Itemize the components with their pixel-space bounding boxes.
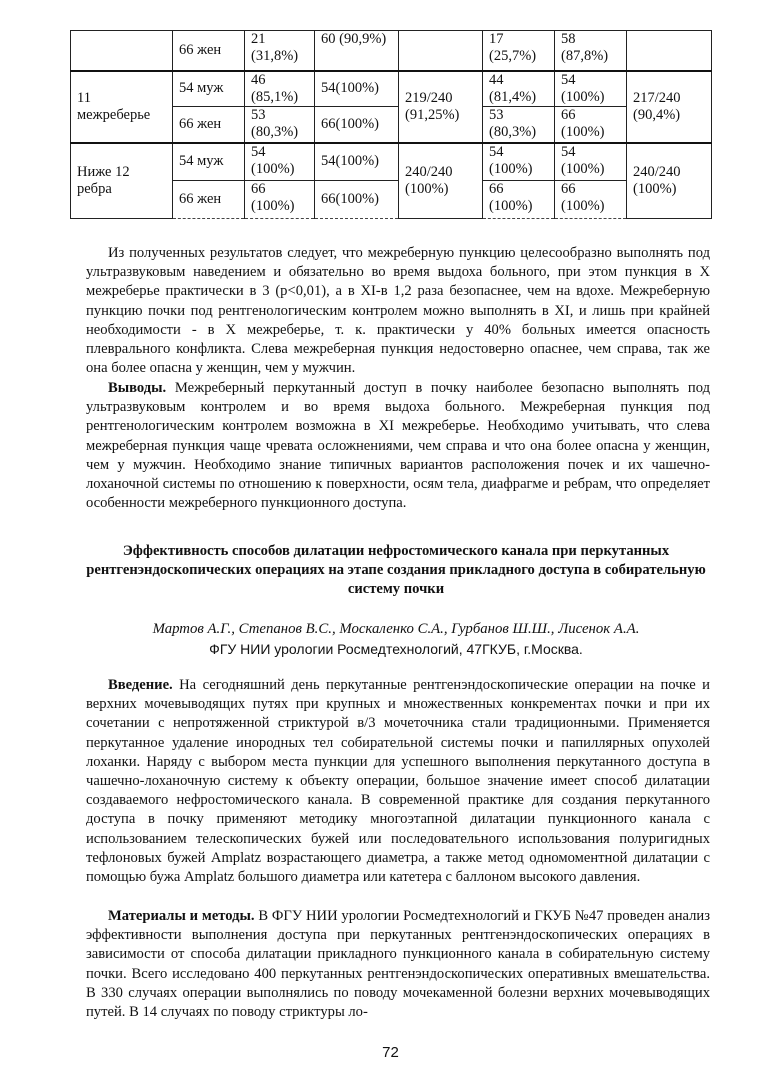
value-cell: 54 (100%) bbox=[483, 143, 555, 181]
value-cell: 66 (100%) bbox=[483, 181, 555, 219]
value-cell: 17 (25,7%) bbox=[483, 31, 555, 71]
total-cell: 240/240 (100%) bbox=[399, 143, 483, 219]
article-authors: Мартов А.Г., Степанов В.С., Москаленко С.А., Гурбанов Ш.Ш., Лисенок А.А. bbox=[152, 621, 640, 637]
results-table bbox=[70, 30, 712, 219]
conclusions-text: Межреберный перкутанный доступ в почку наиболее безопасно выполнять под ультразвуковым контролем и во время выдоха больного. Межреберная пункция под рентгенологическим контролем возможна в XI межреберье. Необходимо учитывать, что слева межреберная пункция чаще чревата осложнениями, чем справа и что она более опасна у женщин, чем у мужчин. Необходимо знание типичных вариантов расположения почек и их чашечно-лоханочной системы по отношению к поверхности, осям тела, диафрагме и ребрам, что определяет особенности межреберного пункционного доступа. bbox=[86, 380, 710, 512]
page-number: 72 bbox=[382, 1044, 399, 1061]
value-cell: 54 (100%) bbox=[245, 143, 315, 181]
value-cell: 54(100%) bbox=[315, 143, 399, 181]
total-cell: 240/240 (100%) bbox=[627, 143, 712, 219]
methods-lead: Материалы и методы. bbox=[108, 908, 255, 924]
sex-cell: 66 жен bbox=[173, 31, 245, 71]
table-row bbox=[71, 71, 712, 107]
methods-paragraph bbox=[86, 907, 710, 1022]
total-cell bbox=[399, 31, 483, 71]
total-cell bbox=[627, 31, 712, 71]
value-cell: 46 (85,1%) bbox=[245, 71, 315, 107]
region-cell bbox=[71, 31, 173, 71]
sex-cell: 66 жен bbox=[173, 181, 245, 219]
value-cell: 60 (90,9%) bbox=[315, 31, 399, 71]
sex-cell: 66 жен bbox=[173, 107, 245, 143]
value-cell: 66 (100%) bbox=[245, 181, 315, 219]
article-affiliation: ФГУ НИИ урологии Росмедтехнологий, 47ГКУБ, г.Москва. bbox=[209, 641, 583, 657]
methods-text: В ФГУ НИИ урологии Росмедтехнологий и ГКУБ №47 проведен анализ эффективности выполнения доступа при перкутанных рентгенэндоскопических операциях в зависимости от способа дилатации прикладного пункционного канала в собирательную систему почки. Всего исследовано 400 перкутанных рентгенэндоскопических оперативных вмешательства. В 330 случаях операции выполнялись по поводу мочекаменной болезни верхних мочевыводящих путей. В 14 случаях по поводу стриктуры ло- bbox=[86, 908, 710, 1021]
intro-lead: Введение. bbox=[108, 677, 173, 693]
sex-cell: 54 муж bbox=[173, 143, 245, 181]
region-cell: 11 межреберье bbox=[71, 71, 173, 143]
sex-cell: 54 муж bbox=[173, 71, 245, 107]
intro-text: На сегодняшний день перкутанные рентгенэндоскопические операции на почке и верхних мочевыводящих путях при крупных и множественных конкрементах почки и при их сочетании с непротяженной стриктурой в/3 мочеточника стали традиционными. Применяется перкутанное удаление инородных тел собирательной системы почки и папиллярных опухолей лоханки. Наряду с выбором места пункции для успешного выполнения перкутанного доступа в чашечно-лоханочную систему к объекту операции, большое значение имеет способ дилатации создаваемого нефростомического канала. В современной практике для создания перкутанного доступа в почку применяют методику многоэтапной дилатации пункционного канала с использованием телескопических бужей или последовательного использования полуригидных тефлоновых бужей Amplatz возрастающего диаметра, а также метод одномоментной дилатации с помощью бужа Amplatz большого диаметра или катетера с баллоном высокого давления. bbox=[86, 677, 710, 886]
conclusions-paragraph bbox=[86, 379, 710, 513]
conclusions-lead: Выводы. bbox=[108, 380, 167, 396]
value-cell: 54 (100%) bbox=[555, 71, 627, 107]
value-cell: 21 (31,8%) bbox=[245, 31, 315, 71]
value-cell: 66 (100%) bbox=[555, 181, 627, 219]
intro-paragraph bbox=[86, 676, 710, 887]
value-cell: 58 (87,8%) bbox=[555, 31, 627, 71]
table-row bbox=[71, 143, 712, 181]
value-cell: 54 (100%) bbox=[555, 143, 627, 181]
value-cell: 66 (100%) bbox=[555, 107, 627, 143]
value-cell: 44 (81,4%) bbox=[483, 71, 555, 107]
region-cell: Ниже 12 ребра bbox=[71, 143, 173, 219]
value-cell: 66(100%) bbox=[315, 107, 399, 143]
results-paragraph: Из полученных результатов следует, что межреберную пункцию целесообразно выполнять под ультразвуковым наведением и обязательно во время выдоха больного, при этом пункция в X межреберье практически в 3 (р<0,01), а в XI-в 1,2 раза безопаснее, чем на вдохе. Межреберную пункцию почки под рентгенологическим контролем можно выполнять в XI, и лишь при крайней необходимости - в X межреберье, т. к. практически у 40% больных имеется опасность плеврального конфликта. Слева межреберная пункция недостоверно опаснее, чем справа, так же она более опасна у женщин, чем у мужчин. bbox=[86, 245, 710, 377]
value-cell: 66(100%) bbox=[315, 181, 399, 219]
value-cell: 53 (80,3%) bbox=[245, 107, 315, 143]
total-cell: 219/240 (91,25%) bbox=[399, 71, 483, 143]
table-row bbox=[71, 31, 712, 71]
total-cell: 217/240 (90,4%) bbox=[627, 71, 712, 143]
value-cell: 53 (80,3%) bbox=[483, 107, 555, 143]
value-cell: 54(100%) bbox=[315, 71, 399, 107]
article-title: Эффективность способов дилатации нефростомического канала при перкутанных рентгенэндоскопических операциях на этапе создания прикладного доступа в собирательную систему почки bbox=[86, 543, 706, 597]
